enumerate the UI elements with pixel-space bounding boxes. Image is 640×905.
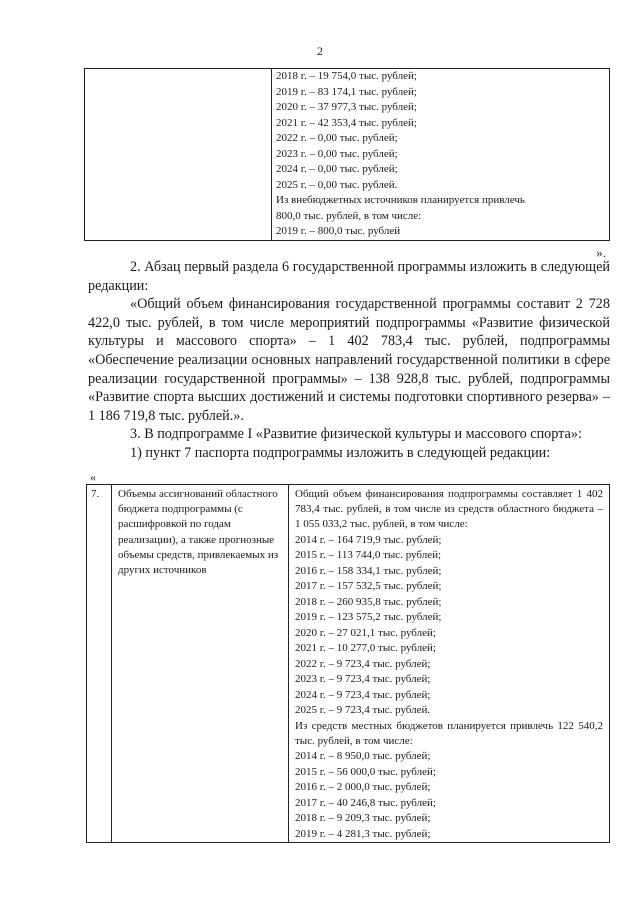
funding-line: 2022 г. – 9 723,4 тыс. рублей;	[295, 657, 431, 670]
funding-line: 2017 г. – 40 246,8 тыс. рублей;	[295, 796, 436, 809]
funding-line: 2019 г. – 83 174,1 тыс. рублей;	[276, 85, 417, 98]
paragraph-new-wording: «Общий объем финансирования государственной программы составит 2 728 422,0 тыс. рублей, в том числе мероприятий подпрограммы «Развитие физической культуры и массового спорта» – 1 402 783,4 тыс. рублей, подпрограммы «Обеспечение реализации основных направлений государственной политики в сфере реализации государственной программы» – 138 928,8 тыс. рублей, подпрограммы «Развитие спорта высших достижений и системы подготовки спортивного резерва» – 1 186 719,8 тыс. рублей.».	[88, 296, 610, 424]
local-funding-lines	[295, 749, 603, 842]
funding-line: 2017 г. – 157 532,5 тыс. рублей;	[295, 580, 442, 593]
funding-line: 2019 г. – 123 575,2 тыс. рублей;	[295, 611, 442, 624]
table-row	[87, 485, 610, 843]
table-cell-funding	[272, 69, 610, 241]
funding-line: 2023 г. – 0,00 тыс. рублей;	[276, 147, 398, 160]
regional-funding-lines	[295, 533, 603, 719]
funding-line: 2022 г. – 0,00 тыс. рублей;	[276, 132, 398, 144]
funding-line: 2021 г. – 10 277,0 тыс. рублей;	[295, 642, 436, 655]
document-body	[88, 258, 610, 463]
funding-line: 2025 г. – 0,00 тыс. рублей.	[276, 178, 398, 191]
opening-quote: «	[90, 470, 96, 484]
closing-quote: ».	[596, 245, 606, 260]
paragraph-item-3: 3. В подпрограмме I «Развитие физической культуры и массового спорта»:	[130, 426, 582, 443]
funding-line: 2019 г. – 800,0 тыс. рублей	[276, 225, 401, 237]
funding-line: 2018 г. – 260 935,8 тыс. рублей;	[295, 595, 442, 608]
funding-line: 2024 г. – 9 723,4 тыс. рублей;	[295, 688, 431, 701]
funding-line: 2014 г. – 8 950,0 тыс. рублей;	[295, 750, 431, 763]
passport-table	[86, 484, 610, 843]
funding-line: 2021 г. – 42 353,4 тыс. рублей;	[276, 116, 417, 129]
local-funding-intro: Из средств местных бюджетов планируется привлечь 122 540,2 тыс. рублей, в том числе:	[295, 719, 603, 747]
row-value	[289, 485, 610, 843]
paragraph-subitem-1: 1) пункт 7 паспорта подпрограммы изложить в следующей редакции:	[130, 444, 551, 461]
funding-lines	[272, 69, 609, 240]
funding-line: 2016 г. – 158 334,1 тыс. рублей;	[295, 564, 442, 577]
funding-line: 2020 г. – 37 977,3 тыс. рублей;	[276, 101, 417, 113]
funding-line: 2023 г. – 9 723,4 тыс. рублей;	[295, 673, 431, 686]
page-number: 2	[317, 44, 323, 58]
funding-intro: Общий объем финансирования подпрограммы составляет 1 402 783,4 тыс. рублей, в том числе из средств областного бюджета – 1 055 033,2 тыс. рублей, в том числе:	[295, 488, 603, 531]
funding-line: 2015 г. – 113 744,0 тыс. рублей;	[295, 549, 442, 562]
funding-line: Из внебюджетных источников планируется привлечь	[276, 194, 525, 206]
funding-line: 2019 г. – 4 281,3 тыс. рублей;	[295, 827, 431, 840]
row-name: Объемы ассигнований областного бюджета подпрограммы (с расшифровкой по годам реализации), а также прогнозные объемы средств, привлекаемых из других источников	[112, 485, 289, 843]
funding-line: 2015 г. – 56 000,0 тыс. рублей;	[295, 765, 436, 778]
funding-line: 2025 г. – 9 723,4 тыс. рублей.	[295, 704, 431, 717]
funding-line: 2024 г. – 0,00 тыс. рублей;	[276, 163, 398, 175]
funding-table-continuation	[84, 68, 610, 241]
funding-line: 2018 г. – 19 754,0 тыс. рублей;	[276, 70, 417, 82]
row-number: 7.	[87, 485, 112, 843]
paragraph-item-2: 2. Абзац первый раздела 6 государственной программы изложить в следующей редакции:	[88, 259, 610, 294]
funding-line: 2014 г. – 164 719,9 тыс. рублей;	[295, 533, 442, 546]
table-row	[85, 69, 610, 241]
funding-line: 2016 г. – 2 000,0 тыс. рублей;	[295, 781, 431, 794]
funding-line: 2018 г. – 9 209,3 тыс. рублей;	[295, 812, 431, 825]
funding-line: 800,0 тыс. рублей, в том числе:	[276, 209, 422, 222]
funding-line: 2020 г. – 27 021,1 тыс. рублей;	[295, 626, 436, 639]
table-cell-empty	[85, 69, 272, 241]
